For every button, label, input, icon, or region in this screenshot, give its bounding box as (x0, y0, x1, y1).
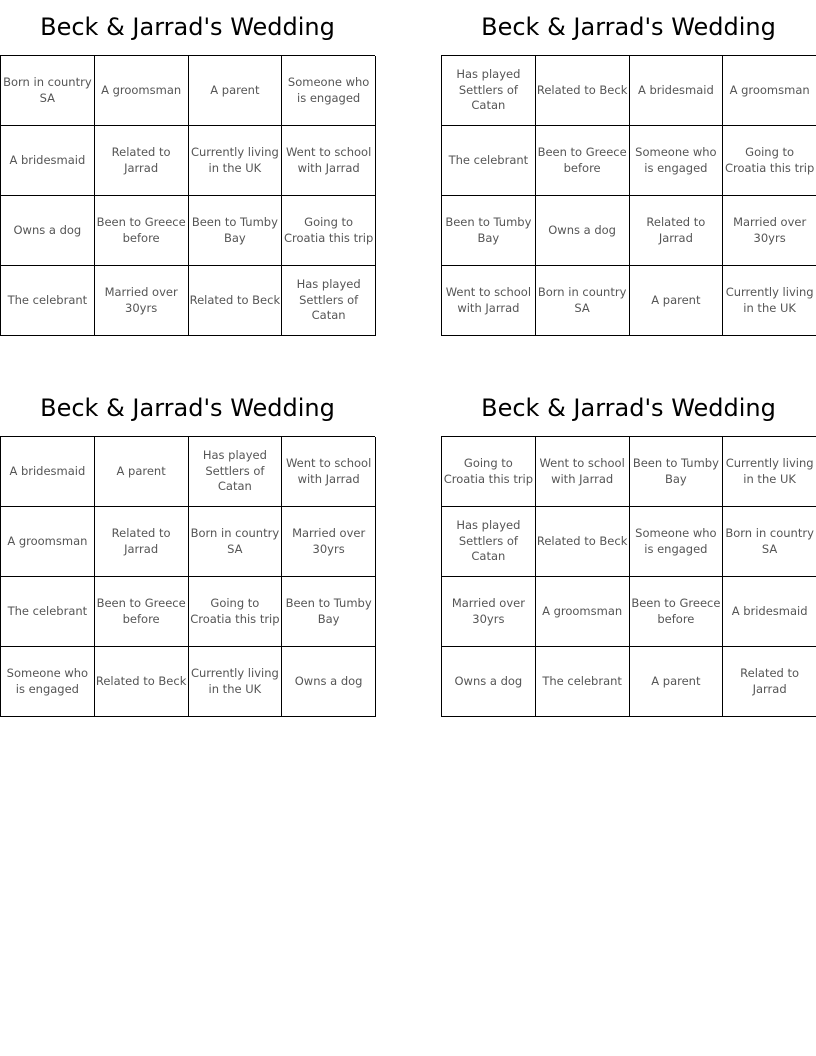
bingo-cell: A parent (189, 56, 283, 126)
bingo-cell: Been to Greece before (536, 126, 630, 196)
bingo-cell: A groomsman (723, 56, 816, 126)
bingo-cell: A bridesmaid (1, 126, 95, 196)
bingo-cell: Going to Croatia this trip (282, 196, 376, 266)
card-title: Beck & Jarrad's Wedding (40, 13, 335, 41)
bingo-cell: Been to Greece before (95, 196, 189, 266)
bingo-cell: Someone who is engaged (1, 647, 95, 717)
bingo-cell: Going to Croatia this trip (189, 577, 283, 647)
bingo-cell: Owns a dog (536, 196, 630, 266)
bingo-cell: Born in country SA (1, 56, 95, 126)
bingo-cell: A parent (95, 437, 189, 507)
bingo-cell: Went to school with Jarrad (282, 437, 376, 507)
bingo-card-2 (441, 0, 816, 336)
bingo-cell: Currently living in the UK (723, 437, 816, 507)
bingo-cell: A bridesmaid (630, 56, 724, 126)
bingo-cell: Currently living in the UK (189, 647, 283, 717)
card-title: Beck & Jarrad's Wedding (481, 394, 776, 422)
bingo-cell: Born in country SA (723, 507, 816, 577)
bingo-cell: A parent (630, 266, 724, 336)
bingo-cell: A groomsman (536, 577, 630, 647)
bingo-cell: Related to Jarrad (723, 647, 816, 717)
bingo-cell: Owns a dog (1, 196, 95, 266)
bingo-cell: A parent (630, 647, 724, 717)
bingo-grid (441, 436, 816, 717)
bingo-cell: Related to Jarrad (95, 126, 189, 196)
bingo-cell: Owns a dog (282, 647, 376, 717)
bingo-cell: Related to Beck (536, 56, 630, 126)
bingo-cell: Someone who is engaged (630, 507, 724, 577)
bingo-cell: Related to Beck (189, 266, 283, 336)
bingo-cell: Born in country SA (189, 507, 283, 577)
bingo-cell: Went to school with Jarrad (536, 437, 630, 507)
bingo-cell: Been to Greece before (630, 577, 724, 647)
bingo-cell: A groomsman (95, 56, 189, 126)
bingo-cell: A bridesmaid (723, 577, 816, 647)
card-title: Beck & Jarrad's Wedding (481, 13, 776, 41)
bingo-cell: Went to school with Jarrad (442, 266, 536, 336)
bingo-cell: Went to school with Jarrad (282, 126, 376, 196)
bingo-cell: Going to Croatia this trip (723, 126, 816, 196)
bingo-cell: Related to Jarrad (95, 507, 189, 577)
bingo-cell: Been to Tumby Bay (630, 437, 724, 507)
bingo-cell: Been to Tumby Bay (189, 196, 283, 266)
bingo-cell: Related to Beck (536, 507, 630, 577)
bingo-cell: Has played Settlers of Catan (442, 507, 536, 577)
bingo-cell: Related to Beck (95, 647, 189, 717)
bingo-cell: The celebrant (536, 647, 630, 717)
bingo-card-3 (0, 381, 375, 717)
bingo-cell: Married over 30yrs (282, 507, 376, 577)
bingo-cell: A groomsman (1, 507, 95, 577)
bingo-cell: Currently living in the UK (189, 126, 283, 196)
bingo-cell: Currently living in the UK (723, 266, 816, 336)
bingo-grid (441, 55, 816, 336)
bingo-cell: Someone who is engaged (282, 56, 376, 126)
bingo-cell: Going to Croatia this trip (442, 437, 536, 507)
bingo-cell: Has played Settlers of Catan (189, 437, 283, 507)
bingo-cell: A bridesmaid (1, 437, 95, 507)
bingo-cell: Related to Jarrad (630, 196, 724, 266)
bingo-cell: Married over 30yrs (723, 196, 816, 266)
bingo-card-1 (0, 0, 375, 336)
bingo-cell: Married over 30yrs (95, 266, 189, 336)
bingo-cell: Been to Tumby Bay (442, 196, 536, 266)
bingo-cell: Been to Tumby Bay (282, 577, 376, 647)
bingo-card-4 (441, 381, 816, 717)
bingo-grid (0, 55, 375, 336)
bingo-cell: Someone who is engaged (630, 126, 724, 196)
bingo-cell: The celebrant (1, 266, 95, 336)
bingo-cell: The celebrant (442, 126, 536, 196)
bingo-cell: Born in country SA (536, 266, 630, 336)
bingo-cell: Married over 30yrs (442, 577, 536, 647)
bingo-cell: Has played Settlers of Catan (282, 266, 376, 336)
bingo-cell: Been to Greece before (95, 577, 189, 647)
bingo-cell: Has played Settlers of Catan (442, 56, 536, 126)
bingo-cell: Owns a dog (442, 647, 536, 717)
bingo-grid (0, 436, 375, 717)
card-title: Beck & Jarrad's Wedding (40, 394, 335, 422)
bingo-cell: The celebrant (1, 577, 95, 647)
